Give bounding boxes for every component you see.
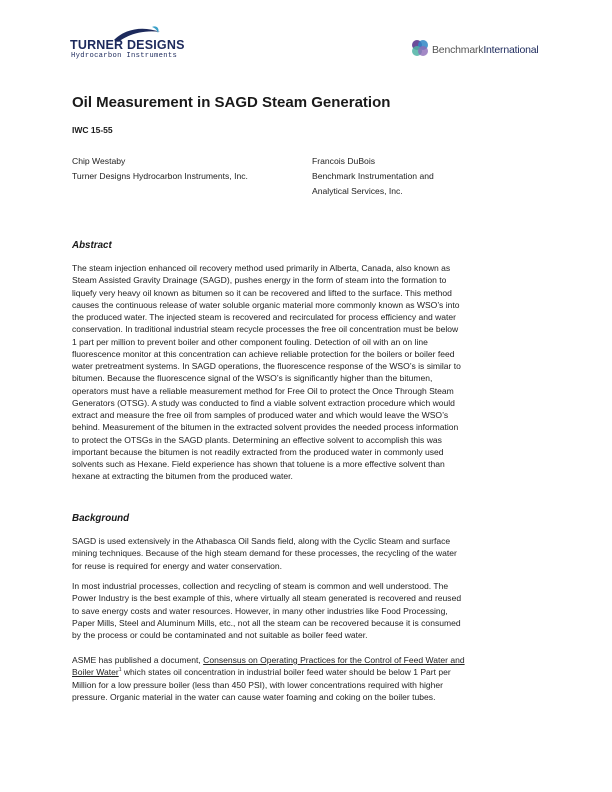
paragraph-line: Boiler Water$^1$ which states oil concentration in industrial boiler feed water should be below 1 Part per bbox=[72, 667, 451, 678]
paragraph-line: Power Industry is the best example of this, where virtually all steam generated is recovered and reused bbox=[72, 593, 462, 604]
benchmark-international-logo bbox=[410, 38, 550, 60]
paragraph-line: solvents such as Hexane. Field experience has shown that toluene is a more effective solvent than bbox=[72, 459, 445, 469]
paragraph-line: Million for a low pressure boiler (less than 450 PSI), with lower concentrations required with higher bbox=[72, 679, 444, 690]
abstract-heading: Abstract bbox=[72, 240, 112, 251]
paragraph-line: ASME has published a document, Consensus on Operating Practices for the Control of Feed Water and bbox=[72, 655, 465, 665]
paragraph-line: causes the continuous release of water soluble organic material more commonly known as WSO’s into bbox=[72, 299, 460, 310]
benchmark-mark-icon bbox=[410, 38, 430, 58]
paragraph-line: the produced water. The injected steam is recovered and recirculated for process efficiency and water bbox=[72, 312, 457, 322]
turner-designs-logo bbox=[70, 24, 210, 64]
paragraph-line: operators must have a reliable measurement method for Free Oil to protect the Once Through Steam bbox=[72, 385, 454, 396]
author-block bbox=[312, 154, 434, 199]
background-paragraph bbox=[72, 654, 540, 703]
paragraph-line: by the process or could be contaminated and not suitable as boiler feed water. bbox=[72, 630, 368, 640]
paragraph-line: water pretreatment systems. In SAGD operations, the fluorescence response of the WSO’s is similar to bbox=[72, 361, 461, 371]
paragraph-line: mining techniques. Because of the high steam demand for these processes, the recycling of the water bbox=[72, 548, 457, 559]
background-paragraph bbox=[72, 535, 540, 572]
paragraph-line: bitumen. Because the fluorescence signal of the WSO’s is significantly higher than the bitumen, bbox=[72, 373, 433, 384]
paragraph-line: The steam injection enhanced oil recovery method used primarily in Alberta, Canada, also known as bbox=[72, 263, 451, 273]
paragraph-line: for reuse is required for energy and water conservation. bbox=[72, 560, 282, 571]
paper-title: Oil Measurement in SAGD Steam Generation bbox=[72, 94, 391, 111]
paragraph-line: Generators (OTSG). A study was conducted to find a viable solvent extraction procedure which would bbox=[72, 397, 455, 408]
author-name: Chip Westaby bbox=[72, 156, 126, 166]
paragraph-line: to save energy costs and water resources. However, in many other industries like Food Processing, bbox=[72, 605, 448, 616]
author-block bbox=[72, 154, 248, 184]
background-heading: Background bbox=[72, 513, 130, 524]
paragraph-line: pressure. Organic material in the water can cause water foaming and coking on the boiler tubes. bbox=[72, 691, 436, 702]
paragraph-line: Steam Assisted Gravity Drainage (SAGD), pushes energy in the form of steam into the formation to bbox=[72, 275, 447, 286]
logo-wordmark: TURNER DESIGNS bbox=[70, 38, 185, 52]
logo-subtitle: Hydrocarbon Instruments bbox=[71, 52, 178, 60]
paragraph-line: In most industrial processes, collection and recycling of steam is common and well understood. The bbox=[72, 581, 449, 591]
benchmark-wordmark: BenchmarkInternational bbox=[432, 44, 539, 56]
background-paragraph bbox=[72, 580, 540, 641]
paragraph-line: Paper Mills, Steel and Aluminum Mills, etc., not all the steam can be recovered because it is consumed bbox=[72, 617, 461, 628]
paragraph-line: extract and measure the free oil from samples of produced water and which would leave the WSO’s bbox=[72, 410, 449, 420]
paragraph-line: to protect the OTSGs in the SAGD plants. Determining an effective solvent to accomplish this was bbox=[72, 434, 442, 445]
author-name: Francois DuBois bbox=[312, 156, 376, 166]
paragraph-line: liquefy very heavy oil known as bitumen so it can be recovered and lifted to the surface. This method bbox=[72, 287, 452, 298]
paragraph-line: 1 part per million to prevent boiler and other component fouling. Detection of oil with an on line bbox=[72, 336, 428, 347]
author-affiliation: Benchmark Instrumentation and bbox=[312, 171, 434, 181]
paragraph-line: SAGD is used extensively in the Athabasca Oil Sands field, along with the Cyclic Steam and surface bbox=[72, 536, 451, 546]
footnote-marker: 1 bbox=[118, 667, 122, 674]
paragraph-line: fluorescence monitor at this concentration can achieve reliable protection for the boilers or boiler feed bbox=[72, 348, 455, 359]
paragraph-line: hexane at extracting the bitumen from the produced water. bbox=[72, 471, 293, 482]
author-affiliation: Turner Designs Hydrocarbon Instruments, Inc. bbox=[72, 171, 248, 181]
paragraph-line: conservation. In traditional industrial steam recycle processes the free oil concentration must be below bbox=[72, 324, 459, 335]
author-affiliation: Analytical Services, Inc. bbox=[312, 186, 403, 196]
paragraph-line: behind. Measurement of the bitumen in the extracted solvent provides the needed process information bbox=[72, 422, 459, 433]
document-citation-link[interactable]: Consensus on Operating Practices for the Control of Feed Water and bbox=[203, 655, 465, 665]
paragraph-line: important because the bitumen is not readily extracted from the produced water in commonly used bbox=[72, 446, 444, 457]
abstract-paragraph bbox=[72, 262, 540, 483]
paper-code: IWC 15-55 bbox=[72, 125, 113, 135]
document-citation-link[interactable]: Boiler Water bbox=[72, 667, 119, 678]
